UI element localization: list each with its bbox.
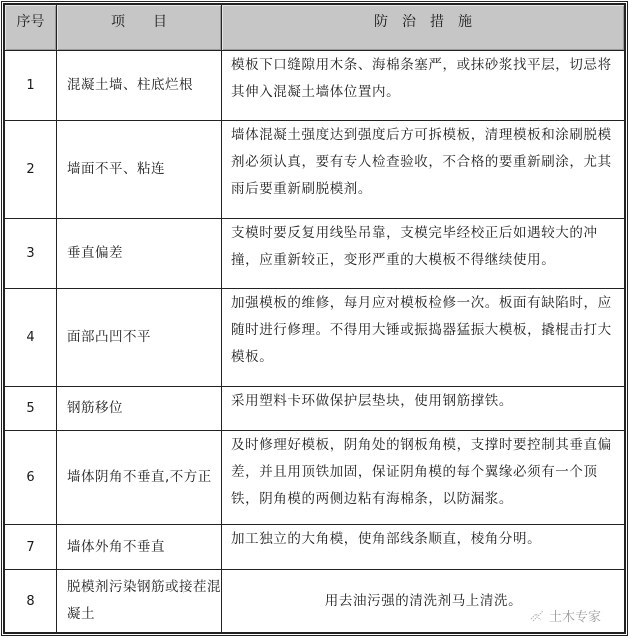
row-no: 8: [5, 570, 57, 633]
row-item: 墙体阴角不垂直,不方正: [57, 431, 222, 525]
row-measures: 及时修理好模板，阴角处的钢板角模，支撑时要控制其垂直偏差，并且用顶铁加固，保证阴角模的每个翼缘必须有一个顶铁，阴角模的两侧边粘有海棉条，以防漏浆。: [222, 431, 625, 525]
row-measures: 墙体混凝土强度达到强度后方可拆模板，清理模板和涂刷脱模剂必须认真，要有专人检查验收，不合格的要重新刷涂，尤其雨后要重新刷脱模剂。: [222, 121, 625, 219]
row-measures: 采用塑料卡环做保护层垫块，使用钢筋撑铁。: [222, 387, 625, 431]
row-item: 墙面不平、粘连: [57, 121, 222, 219]
row-item: 面部凸凹不平: [57, 289, 222, 387]
table-row: [5, 51, 625, 121]
defect-prevention-table: [4, 4, 625, 633]
row-no: 5: [5, 387, 57, 431]
row-measures: 加强模板的维修，每月应对模板检修一次。板面有缺陷时，应随时进行修理。不得用大锤或振捣器猛振大模板，撬棍击打大模板。: [222, 289, 625, 387]
watermark-text: 土木专家: [548, 610, 601, 625]
header-no: 序号: [5, 5, 57, 51]
table-header-row: [5, 5, 625, 51]
row-no: 6: [5, 431, 57, 525]
row-item: 混凝土墙、柱底烂根: [57, 51, 222, 121]
row-item: 垂直偏差: [57, 219, 222, 289]
row-measures: 加工独立的大角模，使角部线条顺直，棱角分明。: [222, 525, 625, 570]
row-no: 2: [5, 121, 57, 219]
table-row: [5, 219, 625, 289]
row-no: 1: [5, 51, 57, 121]
row-no: 7: [5, 525, 57, 570]
row-no: 3: [5, 219, 57, 289]
table-row: [5, 289, 625, 387]
row-no: 4: [5, 289, 57, 387]
header-item: 项 目: [57, 5, 222, 51]
watermark: [529, 606, 601, 625]
measures-table-frame: [1, 1, 628, 636]
row-measures: 支模时要反复用线坠吊靠，支模完毕经校正后如遇较大的冲撞，应重新较正，变形严重的大模板不得继续使用。: [222, 219, 625, 289]
table-row: [5, 387, 625, 431]
row-item: 脱模剂污染钢筋或接茬混凝土: [57, 570, 222, 633]
table-row: [5, 431, 625, 525]
table-row: [5, 525, 625, 570]
row-item: 墙体外角不垂直: [57, 525, 222, 570]
row-item: 钢筋移位: [57, 387, 222, 431]
header-measures: 防 治 措 施: [222, 5, 625, 51]
row-measures: 模板下口缝隙用木条、海棉条塞严，或抹砂浆找平层，切忌将其伸入混凝土墙体位置内。: [222, 51, 625, 121]
wechat-search-icon: [529, 610, 545, 622]
row-measures: 用去油污强的清洗剂马上清洗。: [222, 570, 625, 633]
table-row: [5, 121, 625, 219]
